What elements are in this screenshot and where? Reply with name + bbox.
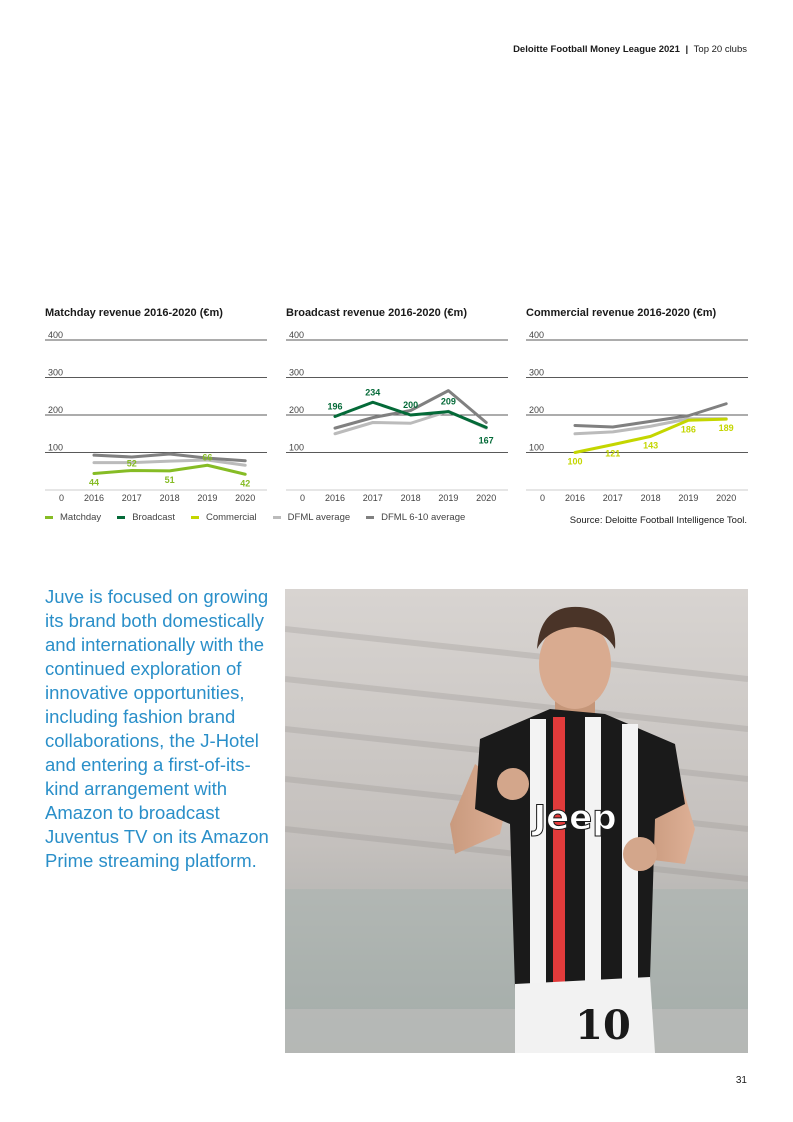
- series-line-dfml-average: [94, 460, 245, 465]
- x-tick-label: 2020: [716, 493, 737, 503]
- quote-line: Juventus TV on its Amazon: [45, 826, 269, 847]
- data-label: 66: [202, 452, 213, 463]
- quote-line: and entering a first-of-its-: [45, 754, 251, 775]
- legend-item-broadcast: [117, 512, 175, 523]
- x-tick-label: 2017: [362, 493, 383, 503]
- legend-swatch: [117, 516, 125, 519]
- chart-legend: [45, 512, 481, 523]
- x-tick-label: 2019: [678, 493, 699, 503]
- y-tick-label: 400: [289, 330, 305, 340]
- broadcast-chart-plot: [286, 330, 508, 505]
- data-label: 234: [365, 387, 381, 398]
- legend-item-dfml-average: [273, 512, 350, 523]
- data-label: 52: [126, 458, 137, 469]
- matchday-chart-plot: [45, 330, 267, 505]
- quote-line: its brand both domestically: [45, 610, 265, 631]
- legend-swatch: [273, 516, 281, 519]
- page-header: [513, 44, 747, 55]
- commercial-chart: [526, 300, 748, 510]
- chart-title: Broadcast revenue 2016-2020 (€m): [286, 307, 467, 319]
- data-label: 100: [567, 456, 583, 467]
- quote-line: kind arrangement with: [45, 778, 228, 799]
- legend-swatch: [45, 516, 53, 519]
- broadcast-chart: [286, 300, 508, 510]
- y-tick-label: 400: [48, 330, 64, 340]
- quote-line: collaborations, the J-Hotel: [45, 730, 259, 751]
- report-title: Deloitte Football Money League 2021: [513, 44, 680, 55]
- y-tick-label: 300: [529, 367, 545, 378]
- player-illustration: [285, 589, 748, 1053]
- series-line-matchday: [94, 465, 245, 474]
- quote-line: including fashion brand: [45, 706, 236, 727]
- data-label: 209: [440, 396, 456, 407]
- y-tick-label: 200: [48, 405, 64, 415]
- chart-title: Commercial revenue 2016-2020 (€m): [526, 307, 717, 319]
- x-tick-label: 2018: [159, 493, 180, 503]
- shirt-sponsor: Jeep: [533, 798, 617, 838]
- quote-line: innovative opportunities,: [45, 682, 245, 703]
- data-label: 121: [605, 448, 621, 459]
- source-note: Source: Deloitte Football Intelligence Tool.: [569, 515, 747, 526]
- y-tick-label: 200: [529, 405, 545, 415]
- y-tick-label: 0: [59, 493, 65, 503]
- legend-label: Broadcast: [132, 512, 175, 523]
- commercial-chart-plot: [526, 330, 748, 505]
- data-label: 200: [403, 400, 419, 410]
- x-tick-label: 2017: [121, 493, 142, 503]
- section-title: Top 20 clubs: [693, 44, 747, 55]
- quote-line: Prime streaming platform.: [45, 850, 257, 871]
- chart-title: Matchday revenue 2016-2020 (€m): [45, 307, 223, 319]
- data-label: 186: [680, 424, 696, 435]
- matchday-chart: [45, 300, 267, 510]
- x-tick-label: 2016: [324, 493, 346, 503]
- y-tick-label: 100: [289, 442, 305, 453]
- x-tick-label: 2020: [235, 493, 256, 503]
- legend-label: DFML average: [287, 512, 351, 523]
- player-photo: [285, 589, 748, 1053]
- y-tick-label: 200: [289, 405, 305, 415]
- data-label: 196: [327, 401, 343, 412]
- y-tick-label: 300: [48, 367, 64, 378]
- x-tick-label: 2016: [83, 493, 105, 503]
- data-label: 143: [643, 440, 659, 451]
- legend-swatch: [191, 516, 199, 519]
- legend-label: DFML 6-10 average: [381, 512, 466, 523]
- legend-item-matchday: [45, 512, 101, 523]
- shirt-number: 10: [575, 1002, 631, 1049]
- quote-line: Juve is focused on growing: [45, 586, 269, 607]
- y-tick-label: 0: [300, 493, 306, 503]
- y-tick-label: 100: [48, 442, 64, 453]
- pull-quote: [45, 585, 275, 873]
- x-tick-label: 2018: [400, 493, 421, 503]
- data-label: 167: [478, 435, 494, 446]
- x-tick-label: 2018: [640, 493, 661, 503]
- page-number: 31: [735, 1075, 747, 1086]
- quote-line: Amazon to broadcast: [45, 802, 220, 823]
- data-label: 44: [88, 477, 100, 488]
- data-label: 51: [164, 474, 175, 485]
- x-tick-label: 2016: [564, 493, 586, 503]
- quote-line: continued exploration of: [45, 658, 242, 679]
- y-tick-label: 400: [529, 330, 545, 340]
- x-tick-label: 2019: [438, 493, 459, 503]
- legend-item-commercial: [191, 512, 257, 523]
- legend-item-dfml-6-10-average: [366, 512, 465, 523]
- y-tick-label: 100: [529, 442, 545, 453]
- data-label: 42: [240, 478, 251, 489]
- x-tick-label: 2017: [602, 493, 623, 503]
- quote-line: and internationally with the: [45, 634, 265, 655]
- y-tick-label: 0: [540, 493, 546, 503]
- legend-label: Matchday: [60, 512, 102, 523]
- legend-label: Commercial: [205, 512, 257, 523]
- y-tick-label: 300: [289, 367, 305, 378]
- data-label: 189: [718, 423, 734, 434]
- x-tick-label: 2019: [197, 493, 218, 503]
- x-tick-label: 2020: [476, 493, 497, 503]
- header-separator: |: [685, 44, 689, 55]
- legend-swatch: [366, 516, 374, 519]
